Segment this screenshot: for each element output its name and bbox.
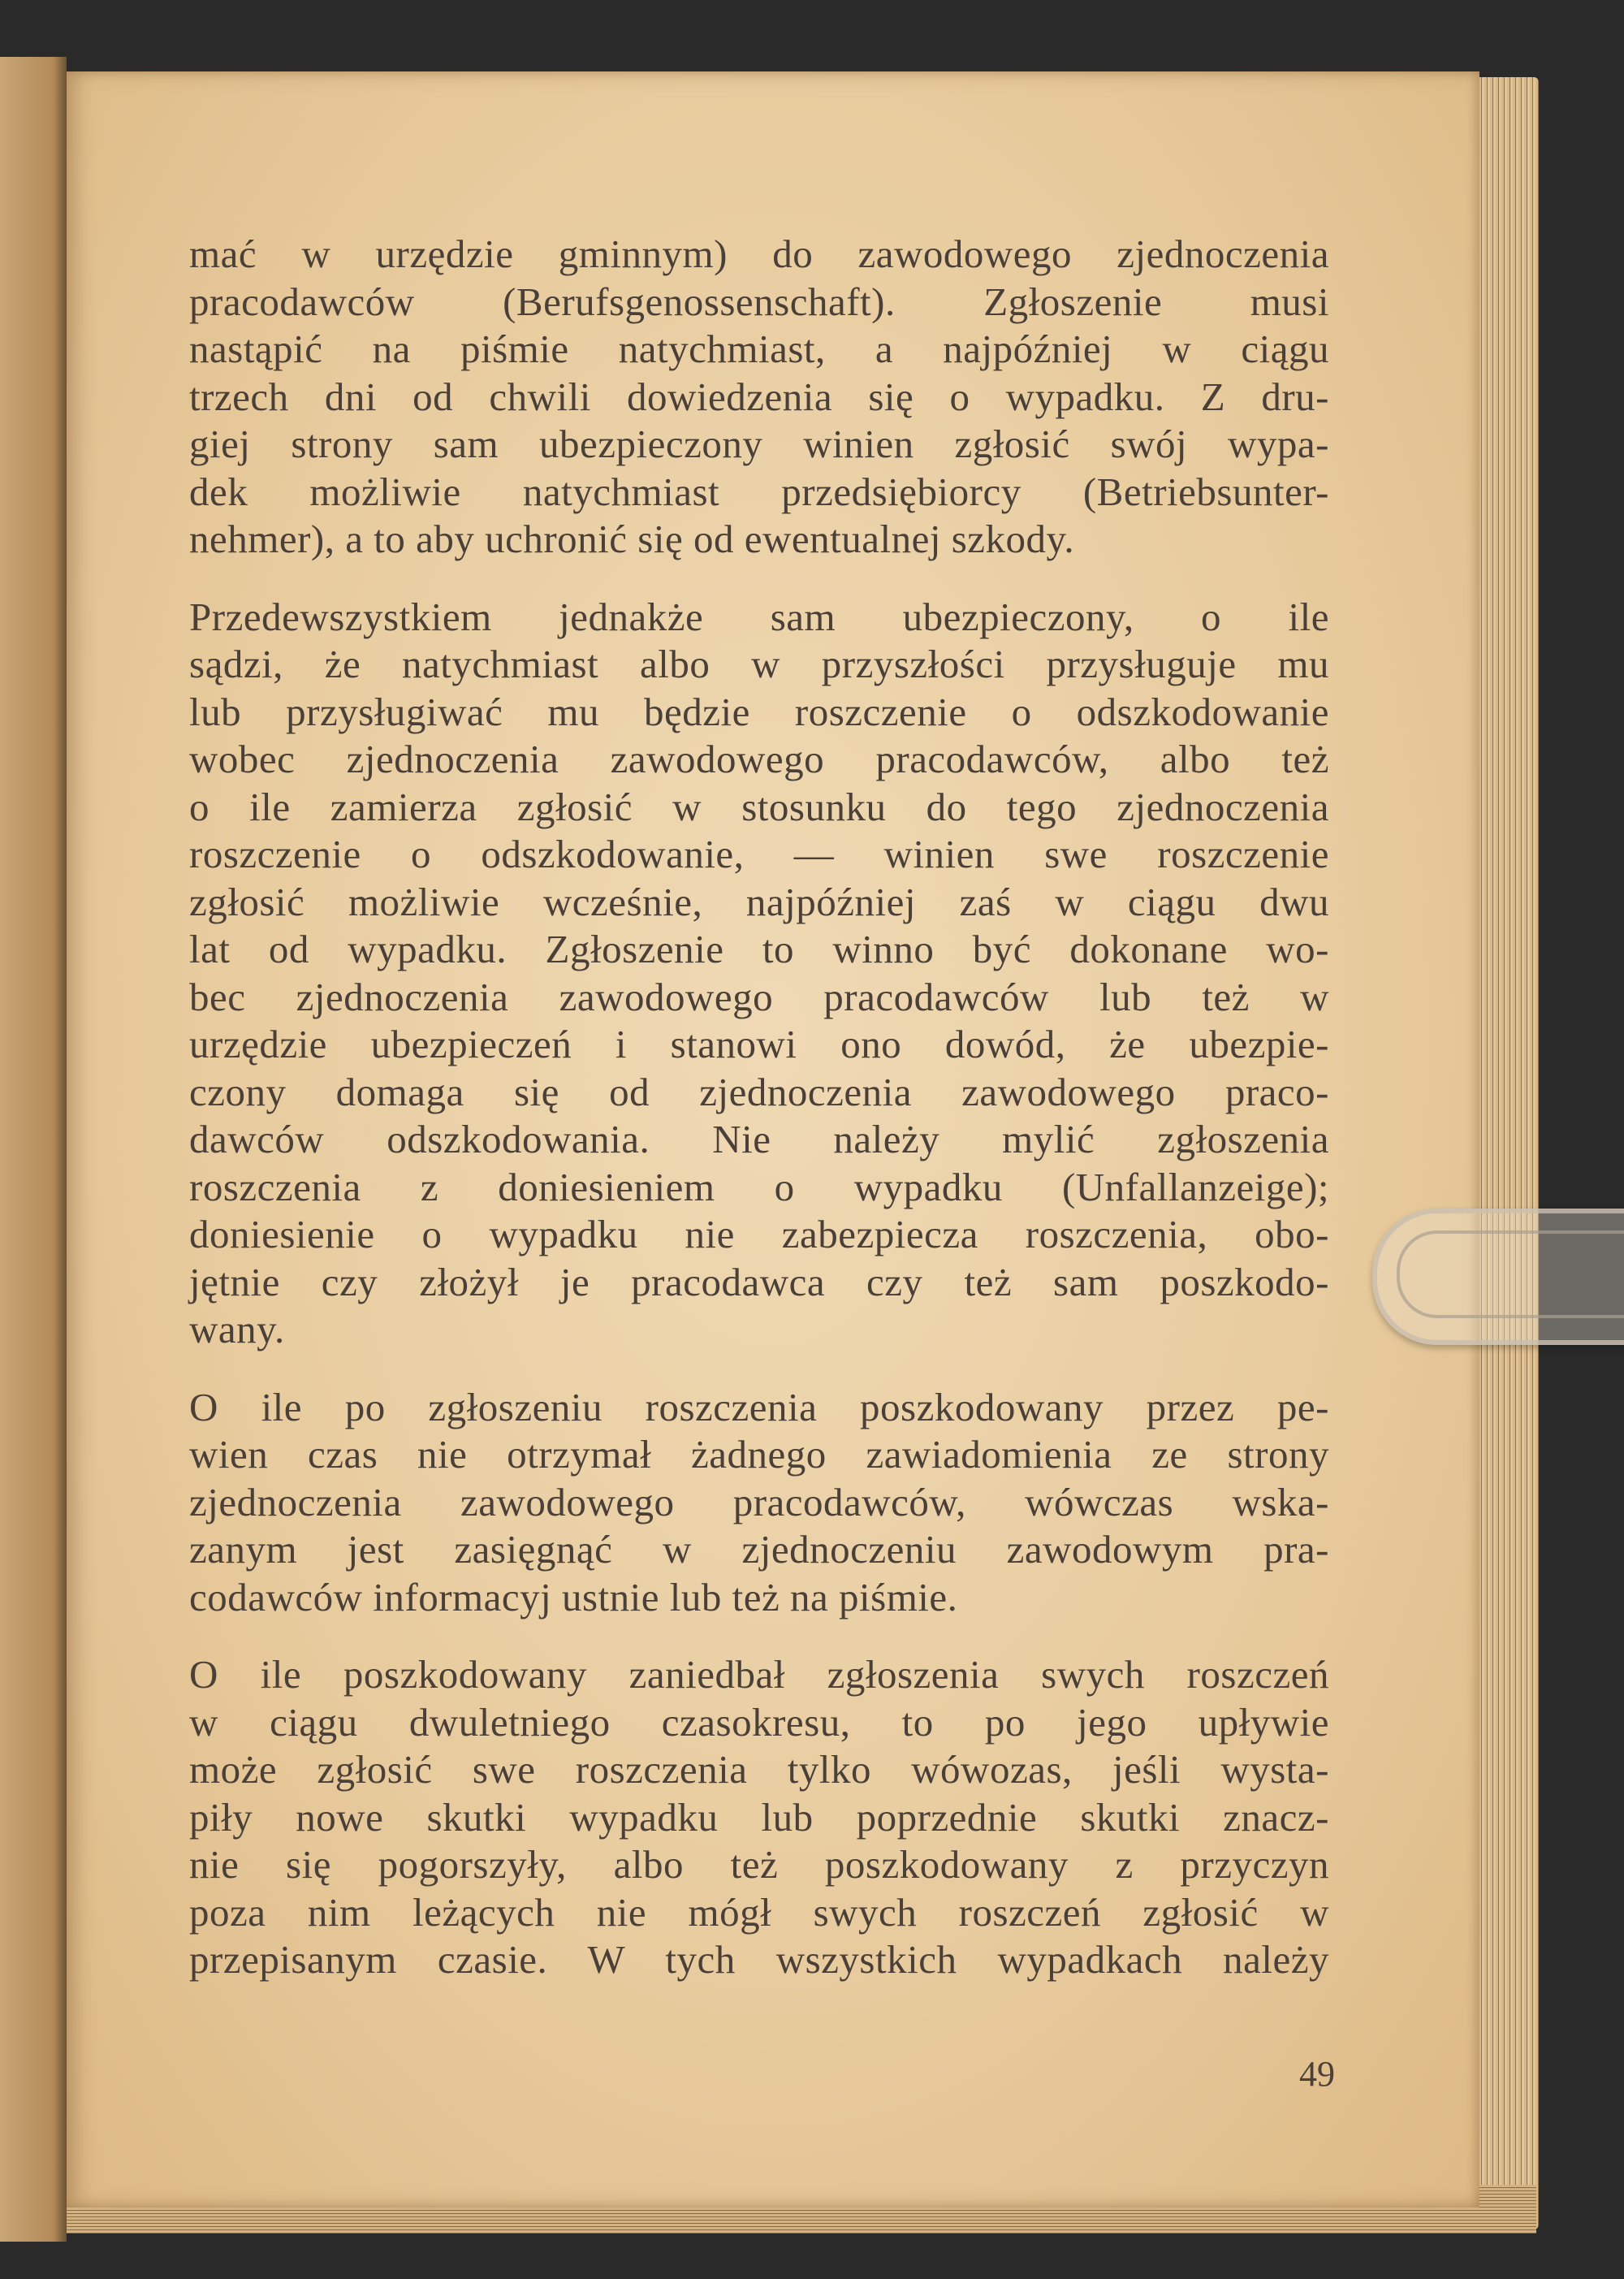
text-line: codawców informacyj ustnie lub też na piśmie. [189,1574,958,1620]
text-line: lub przysługiwać mu będzie roszczenie o odszkodowanie [189,689,1329,734]
text-line: wobec zjednoczenia zawodowego pracodawców, albo też [189,737,1329,781]
page-number: 49 [1299,2054,1335,2094]
text-line: giej strony sam ubezpieczony winien zgłosić swój wypa- [189,422,1329,466]
text-line: przepisanym czasie. W tych wszystkich wypadkach należy [189,1937,1329,1982]
text-line: bec zjednoczenia zawodowego pracodawców lub też w [189,974,1329,1019]
page-body-text [189,231,1329,2014]
text-line: doniesienie o wypadku nie zabezpiecza roszczenia, obo- [189,1212,1329,1256]
text-line: wien czas nie otrzymał żadnego zawiadomienia ze strony [189,1432,1329,1477]
facing-page-edge [0,57,67,2242]
text-line: zgłosić możliwie wcześnie, najpóźniej zaś w ciągu dwu [189,879,1329,924]
text-line: urzędzie ubezpieczeń i stanowi ono dowód, że ubezpie- [189,1022,1329,1066]
text-line: roszczenie o odszkodowanie, — winien swe roszczenie [189,832,1329,876]
text-line: trzech dni od chwili dowiedzenia się o wypadku. Z dru- [189,374,1329,419]
text-line: O ile poszkodowany zaniedbał zgłoszenia swych roszczeń [189,1652,1329,1697]
text-line: zanym jest zasięgnąć w zjednoczeniu zawodowym pra- [189,1527,1329,1572]
paragraph [189,1651,1329,1984]
paragraph [189,231,1329,564]
text-line: nehmer), a to aby uchronić się od ewentualnej szkody. [189,517,1075,561]
text-line: roszczenia z doniesieniem o wypadku (Unfallanzeige); [189,1164,1329,1209]
text-line: sądzi, że natychmiast albo w przyszłości przysługuje mu [189,642,1329,686]
text-line: pracodawców (Berufsgenossenschaft). Zgłoszenie musi [189,279,1329,324]
paper-clip-inner-loop [1397,1230,1624,1318]
text-line: O ile po zgłoszeniu roszczenia poszkodowany przez pe- [189,1384,1329,1429]
paragraph [189,594,1329,1354]
text-line: wany. [189,1307,285,1351]
paragraph [189,1384,1329,1622]
text-line: dek możliwie natychmiast przedsiębiorcy (Betriebsunter- [189,469,1329,514]
text-line: w ciągu dwuletniego czasokresu, to po jego upływie [189,1699,1329,1745]
text-line: nastąpić na piśmie natychmiast, a najpóźniej w ciągu [189,326,1329,371]
text-line: nie się pogorszyły, albo też poszkodowany z przyczyn [189,1842,1329,1887]
text-line: dawców odszkodowania. Nie należy mylić zgłoszenia [189,1117,1329,1161]
text-line: jętnie czy złożył je pracodawca czy też sam poszkodo- [189,1259,1329,1304]
text-line: może zgłosić swe roszczenia tylko wówozas, jeśli wysta- [189,1747,1329,1792]
text-line: czony domaga się od zjednoczenia zawodowego praco- [189,1069,1329,1114]
text-line: piły nowe skutki wypadku lub poprzednie skutki znacz- [189,1794,1329,1840]
text-line: poza nim leżących nie mógł swych roszczeń zgłosić w [189,1889,1329,1935]
text-line: lat od wypadku. Zgłoszenie to winno być dokonane wo- [189,927,1329,971]
text-line: Przedewszystkiem jednakże sam ubezpieczony, o ile [189,594,1329,639]
text-line: o ile zamierza zgłosić w stosunku do tego zjednoczenia [189,784,1329,829]
text-line: zjednoczenia zawodowego pracodawców, wówczas wska- [189,1479,1329,1524]
text-line: mać w urzędzie gminnym) do zawodowego zjednoczenia [189,231,1329,276]
